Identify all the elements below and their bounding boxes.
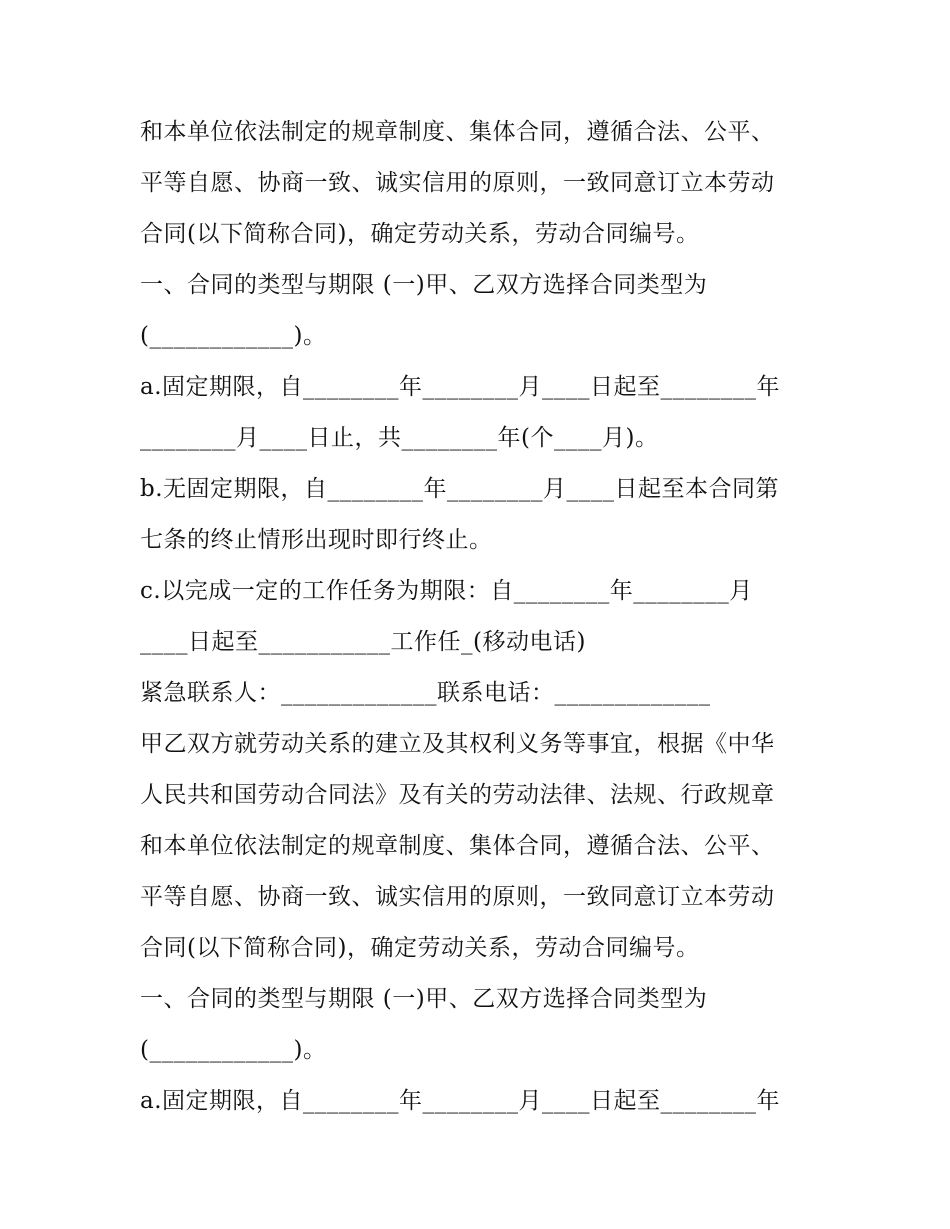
text-line: 和本单位依法制定的规章制度、集体合同，遵循合法、公平、 [140,119,775,145]
text-line: ________月____日止，共________年(个____月)。 [140,425,659,451]
text-line: a.固定期限，自________年________月____日起至________年 [140,1088,781,1114]
text-line: 人民共和国劳动合同法》及有关的劳动法律、法规、行政规章 [140,782,775,808]
document-body [140,107,820,1127]
text-line: 合同(以下简称合同)，确定劳动关系，劳动合同编号。 [140,935,700,961]
text-line: 紧急联系人：_____________联系电话：_____________ [140,680,711,706]
text-line: (____________)。 [140,323,327,349]
text-line: 甲乙双方就劳动关系的建立及其权利义务等事宜，根据《中华 [140,731,775,757]
text-line: 一、合同的类型与期限 (一)甲、乙双方选择合同类型为 [140,272,708,298]
text-line: 平等自愿、协商一致、诚实信用的原则，一致同意订立本劳动 [140,170,775,196]
text-line: 和本单位依法制定的规章制度、集体合同，遵循合法、公平、 [140,833,775,859]
text-line: 合同(以下简称合同)，确定劳动关系，劳动合同编号。 [140,221,700,247]
text-line: b.无固定期限，自________年________月____日起至本合同第 [140,476,780,502]
text-line: (____________)。 [140,1037,327,1063]
text-line: 一、合同的类型与期限 (一)甲、乙双方选择合同类型为 [140,986,708,1012]
text-line: ____日起至___________工作任_(移动电话) [140,629,586,655]
text-line: a.固定期限，自________年________月____日起至________年 [140,374,781,400]
text-line: c.以完成一定的工作任务为期限：自________年________月 [140,578,753,604]
text-line: 平等自愿、协商一致、诚实信用的原则，一致同意订立本劳动 [140,884,775,910]
text-line: 七条的终止情形出现时即行终止。 [140,527,493,553]
